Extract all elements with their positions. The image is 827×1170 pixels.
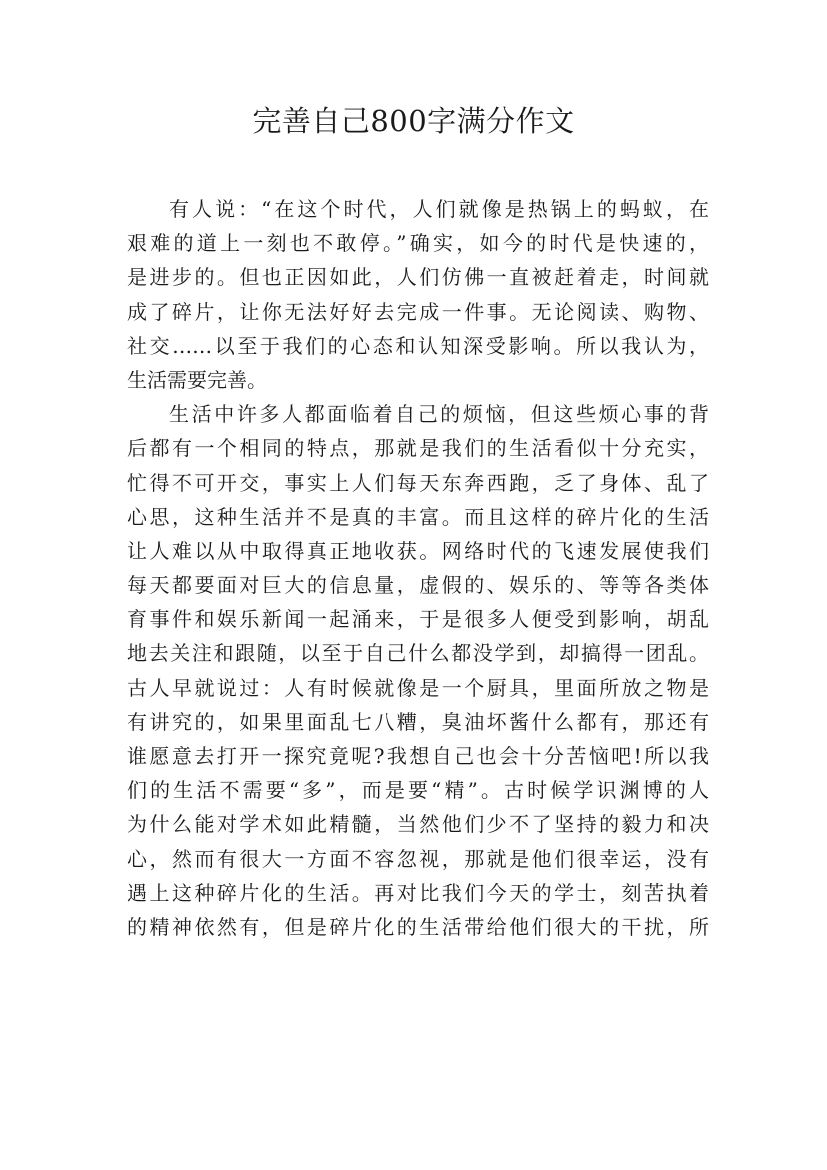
essay-body — [127, 192, 709, 944]
paragraph-line: 是进步的。但也正因如此，人们仿佛一直被赶着走，时间就 — [127, 265, 709, 290]
paragraph-line: 有人说：“在这个时代，人们就像是热锅上的蚂蚁，在 — [169, 197, 709, 221]
paragraph-line: 艰难的道上一刻也不敢停。”确实，如今的时代是快速的， — [127, 231, 709, 256]
paragraph-line: 地去关注和跟随，以至于自己什么都没学到，却搞得一团乱。 — [127, 641, 709, 666]
paragraph-line: 忙得不可开交，事实上人们每天东奔西跑，乏了身体、乱了 — [127, 470, 709, 495]
paragraph-line: 成了碎片，让你无法好好去完成一件事。无论阅读、购物、 — [127, 299, 709, 324]
paragraph-line: 每天都要面对巨大的信息量，虚假的、娱乐的、等等各类体 — [127, 573, 709, 598]
paragraph-line: 育事件和娱乐新闻一起涌来，于是很多人便受到影响，胡乱 — [127, 607, 709, 632]
paragraph-line: 们的生活不需要“多”，而是要“精”。古时候学识渊博的人 — [127, 778, 709, 803]
paragraph-line: 让人难以从中取得真正地收获。网络时代的飞速发展使我们 — [127, 538, 709, 563]
paragraph-line: 为什么能对学术如此精髓，当然他们少不了坚持的毅力和决 — [127, 812, 709, 837]
document-title: 完善自己800字满分作文 — [252, 104, 575, 138]
paragraph-line: 后都有一个相同的特点，那就是我们的生活看似十分充实， — [127, 436, 709, 461]
paragraph-line: 的精神依然有，但是碎片化的生活带给他们很大的干扰，所 — [127, 914, 709, 939]
paragraph-line: 谁愿意去打开一探究竟呢?我想自己也会十分苦恼吧!所以我 — [127, 744, 709, 768]
paragraph-line: 生活需要完善。 — [127, 367, 267, 392]
paragraph-line: 心，然而有很大一方面不容忽视，那就是他们很幸运，没有 — [127, 846, 709, 871]
paragraph-line: 社交……以至于我们的心态和认知深受影响。所以我认为， — [127, 333, 709, 358]
paragraph-line: 生活中许多人都面临着自己的烦恼，但这些烦心事的背 — [169, 402, 709, 427]
paragraph-line: 古人早就说过：人有时候就像是一个厨具，里面所放之物是 — [127, 675, 709, 700]
paragraph-line: 心思，这种生活并不是真的丰富。而且这样的碎片化的生活 — [127, 504, 709, 529]
paragraph-line: 有讲究的，如果里面乱七八糟，臭油坏酱什么都有，那还有 — [127, 709, 709, 734]
paragraph-line: 遇上这种碎片化的生活。再对比我们今天的学士，刻苦执着 — [127, 880, 709, 905]
